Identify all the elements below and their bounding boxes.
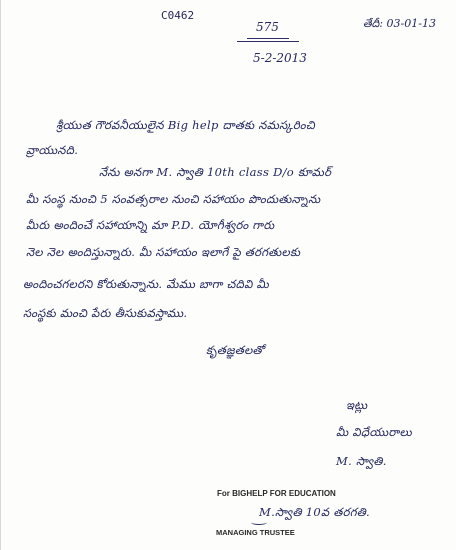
signature-flourish bbox=[251, 520, 267, 525]
class-line: M.స్వాతి 10వ తరగతి. bbox=[259, 505, 370, 519]
received-date: 5-2-2013 bbox=[253, 51, 307, 65]
body-line-1: నేను అనగా M. స్వాతి 10th class D/o కూమర్ bbox=[99, 165, 332, 179]
signoff-vidheyuralu: మీ విధేయురాలు bbox=[336, 425, 412, 439]
file-number: C0462 bbox=[161, 9, 195, 22]
signature: M. స్వాతి. bbox=[336, 454, 387, 468]
inward-number: 575 bbox=[256, 20, 279, 34]
stamp-org: For BIGHELP FOR EDUCATION bbox=[217, 489, 336, 498]
body-line-5: అందించగలరని కోరుతున్నాను. మేము బాగా చదివి మీ bbox=[23, 277, 269, 291]
letter-date: తేదీ: 03-01-13 bbox=[363, 17, 436, 30]
inward-underline bbox=[247, 38, 289, 39]
signoff-itlu: ఇట్లు bbox=[346, 398, 368, 412]
salutation-line-2: వ్రాయునది. bbox=[26, 143, 79, 157]
salutation-line-1: శ్రీయుత గౌరవనీయులైన Big help దాతకు నమస్కరించి bbox=[56, 118, 315, 132]
body-line-4: నెల నెల అందిస్తున్నారు. మీ సహాయం ఇలాగే పై తరగతులకు bbox=[26, 245, 301, 259]
closing: కృతజ్ఞతలతో bbox=[206, 343, 265, 357]
body-line-2: మీ సంస్థ నుంచి 5 సంవత్సరాల నుంచి సహాయం పొందుతున్నాను bbox=[26, 192, 321, 206]
body-line-6: సంస్థకు మంచి పేరు తీసుకువస్తాము. bbox=[23, 306, 188, 320]
inward-underline-2 bbox=[237, 41, 299, 42]
body-line-3: మీరు అందించే సహాయాన్ని మా P.D. యోగీశ్వరం గారు bbox=[26, 218, 275, 232]
stamp-trustee: MANAGING TRUSTEE bbox=[216, 528, 295, 537]
